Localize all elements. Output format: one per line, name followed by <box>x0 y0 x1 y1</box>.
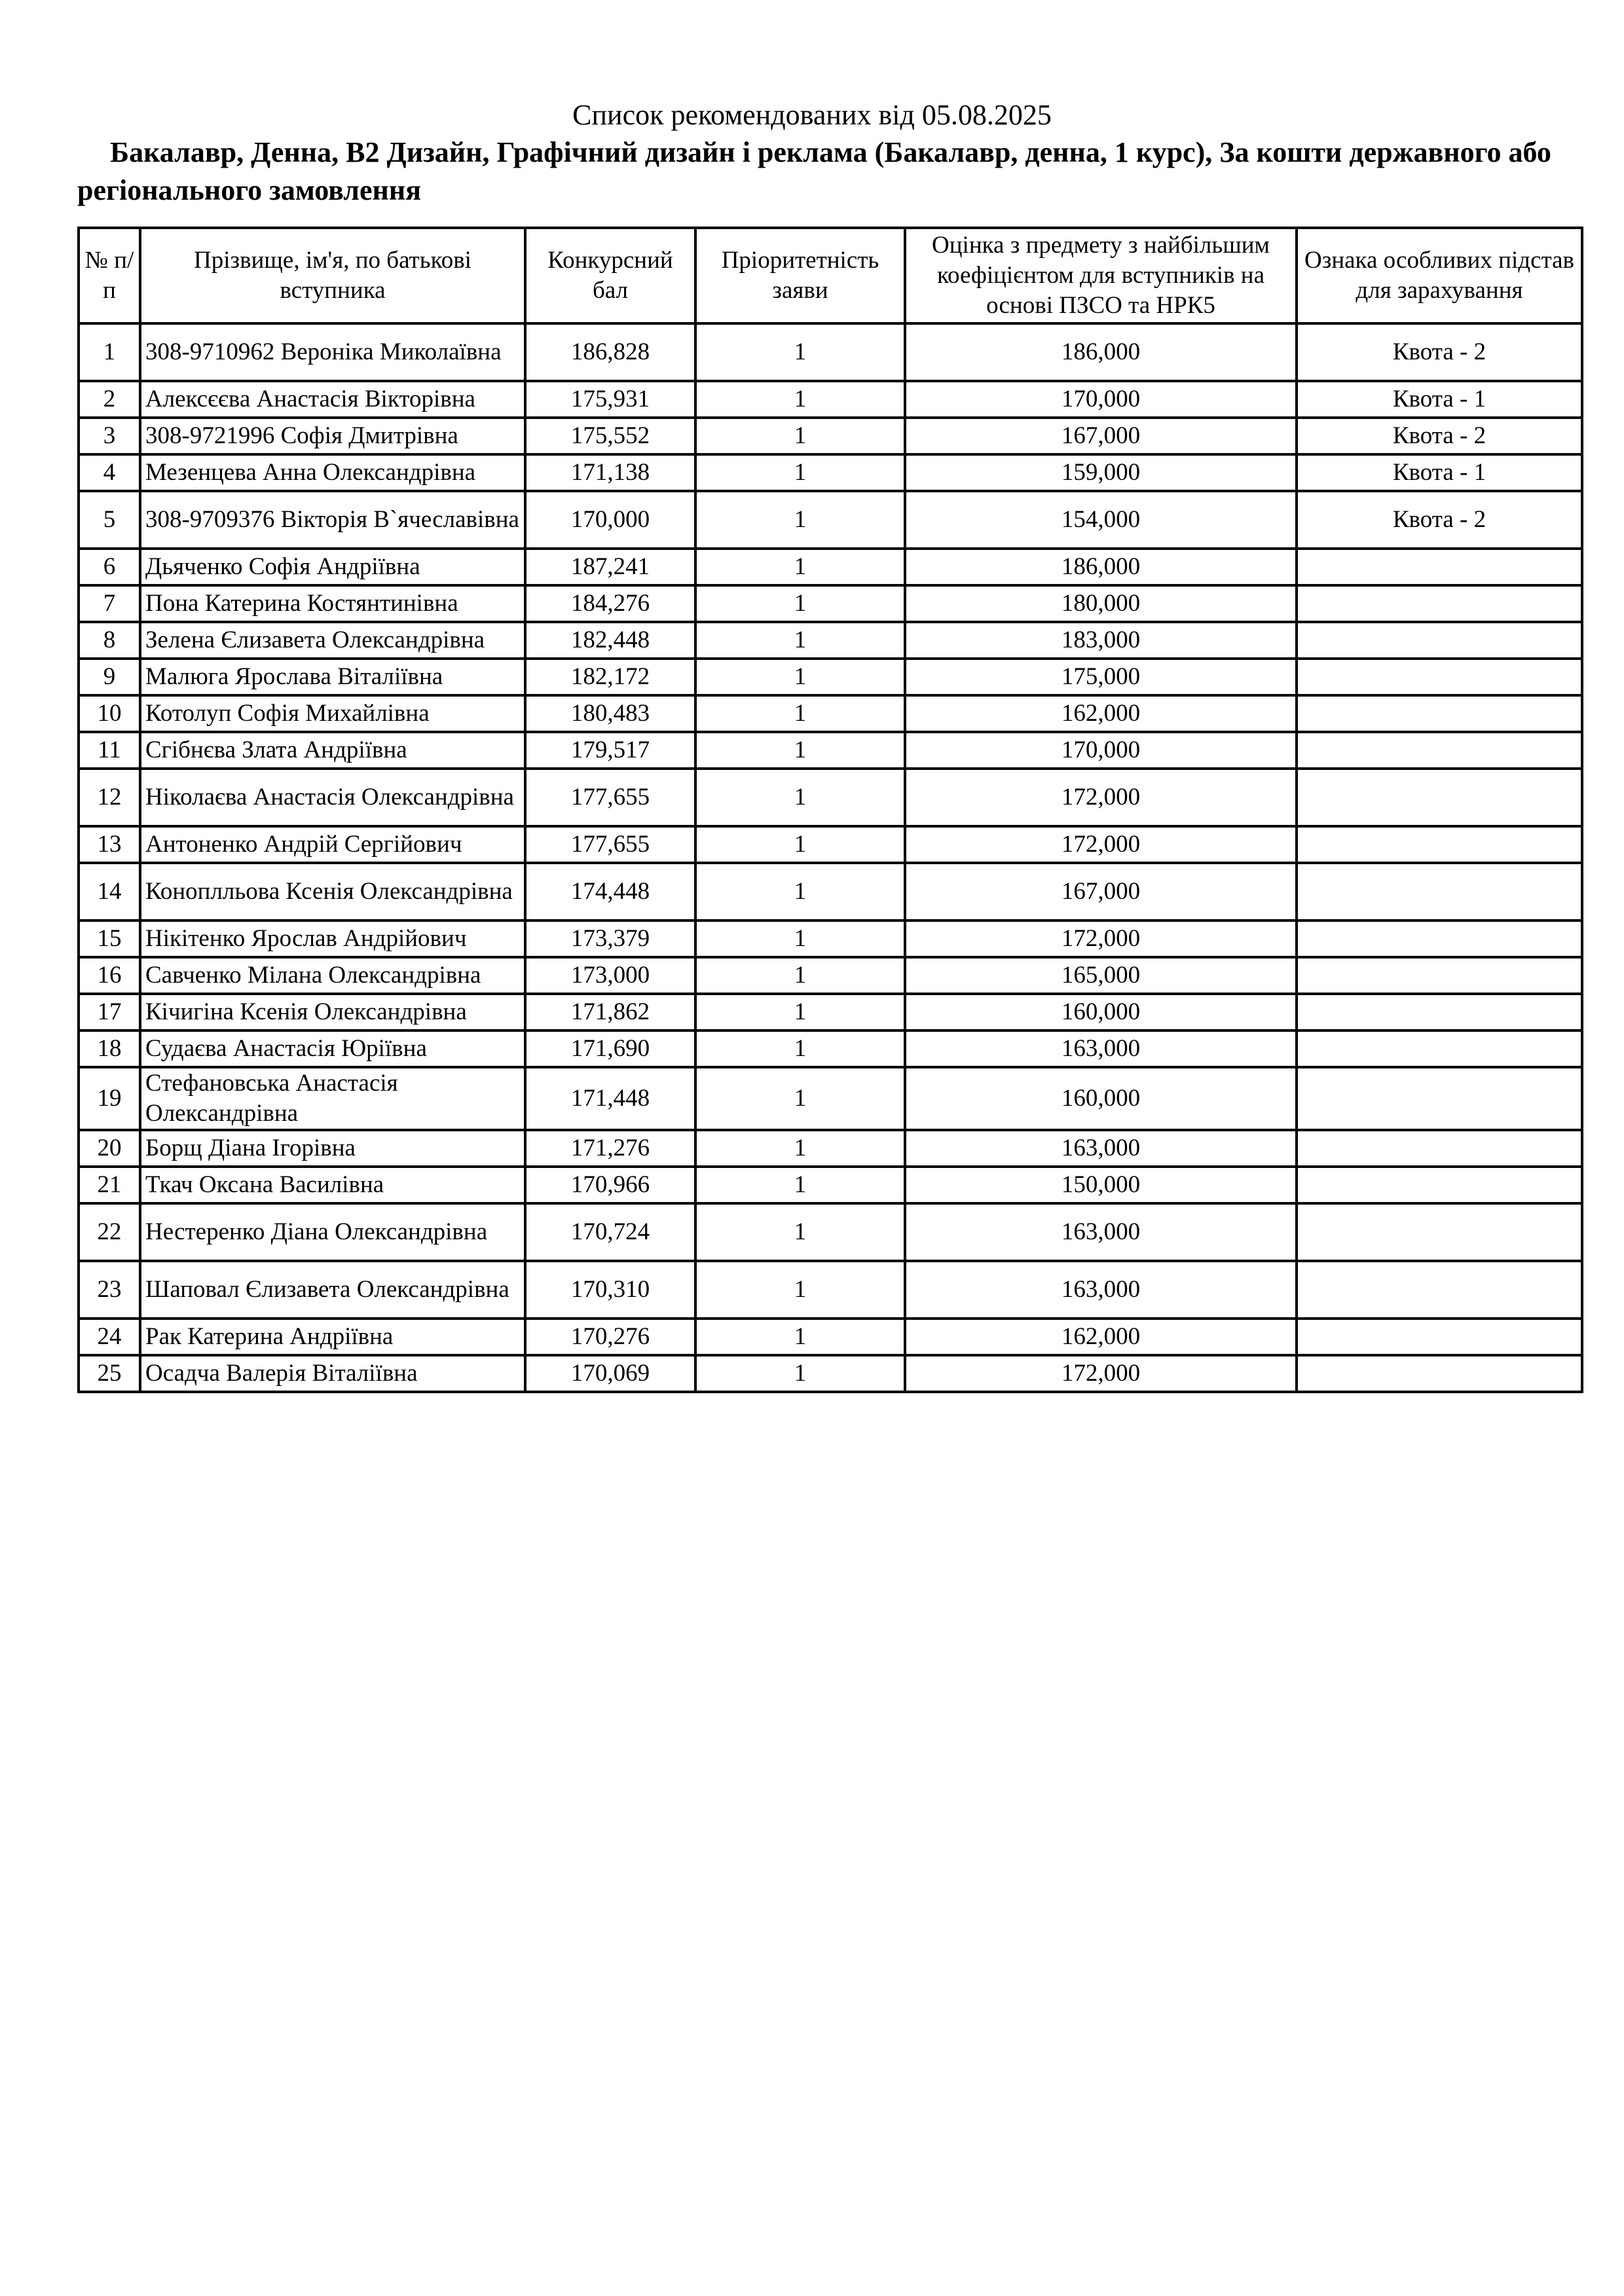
row-number: 3 <box>79 418 140 454</box>
table-row <box>79 1030 1582 1067</box>
row-number: 9 <box>79 659 140 695</box>
recommended-list-table <box>77 227 1583 1393</box>
row-number: 19 <box>79 1067 140 1130</box>
subject-score: 159,000 <box>905 454 1297 491</box>
special-grounds <box>1297 732 1582 769</box>
special-grounds <box>1297 1130 1582 1167</box>
application-priority: 1 <box>695 1203 905 1261</box>
special-grounds <box>1297 622 1582 659</box>
document-subtitle: Бакалавр, Денна, В2 Дизайн, Графічний дизайн і реклама (Бакалавр, денна, 1 курс), За кошти державного або регіонального замовлення <box>77 136 1551 206</box>
applicant-name: 308-9709376 Вікторія В`ячеславівна <box>140 491 525 549</box>
special-grounds <box>1297 1203 1582 1261</box>
application-priority: 1 <box>695 659 905 695</box>
row-number: 21 <box>79 1167 140 1203</box>
subject-score: 160,000 <box>905 1067 1297 1130</box>
row-number: 25 <box>79 1355 140 1392</box>
table-row <box>79 732 1582 769</box>
row-number: 24 <box>79 1319 140 1355</box>
header-competitive-score: Конкурсний бал <box>525 228 695 323</box>
header-full-name: Прізвище, ім'я, по батькові вступника <box>140 228 525 323</box>
row-number: 1 <box>79 323 140 381</box>
document-title: Список рекомендованих від 05.08.2025 <box>572 99 1052 131</box>
competitive-score: 174,448 <box>525 863 695 920</box>
table-row <box>79 1130 1582 1167</box>
row-number: 12 <box>79 769 140 826</box>
applicant-name: Зелена Єлизавета Олександрівна <box>140 622 525 659</box>
row-number: 7 <box>79 585 140 622</box>
subject-score: 162,000 <box>905 695 1297 732</box>
row-number: 4 <box>79 454 140 491</box>
row-number: 14 <box>79 863 140 920</box>
applicant-name: Коноплльова Ксенія Олександрівна <box>140 863 525 920</box>
competitive-score: 177,655 <box>525 769 695 826</box>
application-priority: 1 <box>695 1261 905 1319</box>
special-grounds: Квота - 2 <box>1297 418 1582 454</box>
subject-score: 180,000 <box>905 585 1297 622</box>
application-priority: 1 <box>695 695 905 732</box>
table-row <box>79 1319 1582 1355</box>
competitive-score: 182,172 <box>525 659 695 695</box>
competitive-score: 170,724 <box>525 1203 695 1261</box>
row-number: 17 <box>79 994 140 1030</box>
applicant-name: 308-9710962 Вероніка Миколаївна <box>140 323 525 381</box>
application-priority: 1 <box>695 1319 905 1355</box>
subject-score: 167,000 <box>905 418 1297 454</box>
table-header-row <box>79 228 1582 323</box>
competitive-score: 170,966 <box>525 1167 695 1203</box>
row-number: 5 <box>79 491 140 549</box>
special-grounds <box>1297 1030 1582 1067</box>
applicant-name: Рак Катерина Андріївна <box>140 1319 525 1355</box>
table-row <box>79 1261 1582 1319</box>
header-number: № п/п <box>79 228 140 323</box>
competitive-score: 182,448 <box>525 622 695 659</box>
special-grounds <box>1297 1067 1582 1130</box>
special-grounds <box>1297 957 1582 994</box>
competitive-score: 186,828 <box>525 323 695 381</box>
application-priority: 1 <box>695 622 905 659</box>
table-row <box>79 454 1582 491</box>
subject-score: 186,000 <box>905 549 1297 585</box>
table-row <box>79 381 1582 418</box>
table-row <box>79 659 1582 695</box>
applicant-name: Мезенцева Анна Олександрівна <box>140 454 525 491</box>
application-priority: 1 <box>695 549 905 585</box>
competitive-score: 179,517 <box>525 732 695 769</box>
special-grounds <box>1297 994 1582 1030</box>
special-grounds <box>1297 549 1582 585</box>
application-priority: 1 <box>695 454 905 491</box>
application-priority: 1 <box>695 323 905 381</box>
applicant-name: Кічигіна Ксенія Олександрівна <box>140 994 525 1030</box>
competitive-score: 175,931 <box>525 381 695 418</box>
application-priority: 1 <box>695 381 905 418</box>
subject-score: 167,000 <box>905 863 1297 920</box>
subject-score: 172,000 <box>905 769 1297 826</box>
competitive-score: 180,483 <box>525 695 695 732</box>
table-row <box>79 549 1582 585</box>
table-row <box>79 1203 1582 1261</box>
application-priority: 1 <box>695 826 905 863</box>
competitive-score: 170,310 <box>525 1261 695 1319</box>
competitive-score: 171,448 <box>525 1067 695 1130</box>
applicant-name: Шаповал Єлизавета Олександрівна <box>140 1261 525 1319</box>
subject-score: 172,000 <box>905 1355 1297 1392</box>
table-row <box>79 826 1582 863</box>
special-grounds: Квота - 2 <box>1297 491 1582 549</box>
applicant-name: Нікітенко Ярослав Андрійович <box>140 920 525 957</box>
table-row <box>79 418 1582 454</box>
competitive-score: 187,241 <box>525 549 695 585</box>
special-grounds <box>1297 826 1582 863</box>
table-row <box>79 1355 1582 1392</box>
subject-score: 175,000 <box>905 659 1297 695</box>
special-grounds <box>1297 863 1582 920</box>
subject-score: 165,000 <box>905 957 1297 994</box>
subject-score: 170,000 <box>905 732 1297 769</box>
table-row <box>79 323 1582 381</box>
competitive-score: 170,276 <box>525 1319 695 1355</box>
special-grounds <box>1297 695 1582 732</box>
application-priority: 1 <box>695 994 905 1030</box>
applicant-name: Малюга Ярослава Віталіївна <box>140 659 525 695</box>
application-priority: 1 <box>695 1130 905 1167</box>
applicant-name: Ткач Оксана Василівна <box>140 1167 525 1203</box>
row-number: 22 <box>79 1203 140 1261</box>
row-number: 10 <box>79 695 140 732</box>
applicant-name: Стефановська Анастасія Олександрівна <box>140 1067 525 1130</box>
applicant-name: Савченко Мілана Олександрівна <box>140 957 525 994</box>
competitive-score: 171,862 <box>525 994 695 1030</box>
subject-score: 163,000 <box>905 1130 1297 1167</box>
applicant-name: Котолуп Софія Михайлівна <box>140 695 525 732</box>
application-priority: 1 <box>695 585 905 622</box>
applicant-name: Осадча Валерія Віталіївна <box>140 1355 525 1392</box>
subject-score: 150,000 <box>905 1167 1297 1203</box>
table-row <box>79 957 1582 994</box>
subject-score: 170,000 <box>905 381 1297 418</box>
application-priority: 1 <box>695 1167 905 1203</box>
competitive-score: 173,000 <box>525 957 695 994</box>
row-number: 23 <box>79 1261 140 1319</box>
table-row <box>79 863 1582 920</box>
competitive-score: 173,379 <box>525 920 695 957</box>
applicant-name: 308-9721996 Софія Дмитрівна <box>140 418 525 454</box>
special-grounds <box>1297 1167 1582 1203</box>
competitive-score: 171,690 <box>525 1030 695 1067</box>
application-priority: 1 <box>695 957 905 994</box>
row-number: 13 <box>79 826 140 863</box>
special-grounds: Квота - 1 <box>1297 454 1582 491</box>
header-special-grounds: Ознака особливих підстав для зарахування <box>1297 228 1582 323</box>
row-number: 2 <box>79 381 140 418</box>
application-priority: 1 <box>695 1067 905 1130</box>
row-number: 11 <box>79 732 140 769</box>
competitive-score: 171,276 <box>525 1130 695 1167</box>
subject-score: 163,000 <box>905 1203 1297 1261</box>
table-row <box>79 769 1582 826</box>
applicant-name: Борщ Діана Ігорівна <box>140 1130 525 1167</box>
special-grounds <box>1297 769 1582 826</box>
table-row <box>79 695 1582 732</box>
competitive-score: 184,276 <box>525 585 695 622</box>
subject-score: 186,000 <box>905 323 1297 381</box>
table-row <box>79 994 1582 1030</box>
application-priority: 1 <box>695 920 905 957</box>
application-priority: 1 <box>695 1355 905 1392</box>
competitive-score: 170,000 <box>525 491 695 549</box>
application-priority: 1 <box>695 1030 905 1067</box>
competitive-score: 170,069 <box>525 1355 695 1392</box>
table-row <box>79 1167 1582 1203</box>
competitive-score: 171,138 <box>525 454 695 491</box>
subject-score: 172,000 <box>905 826 1297 863</box>
application-priority: 1 <box>695 418 905 454</box>
subject-score: 160,000 <box>905 994 1297 1030</box>
special-grounds <box>1297 1319 1582 1355</box>
applicant-name: Ніколаєва Анастасія Олександрівна <box>140 769 525 826</box>
table-row <box>79 622 1582 659</box>
table-body <box>79 323 1582 1392</box>
special-grounds: Квота - 2 <box>1297 323 1582 381</box>
applicant-name: Антоненко Андрій Сергійович <box>140 826 525 863</box>
row-number: 16 <box>79 957 140 994</box>
table-row <box>79 585 1582 622</box>
applicant-name: Нестеренко Діана Олександрівна <box>140 1203 525 1261</box>
applicant-name: Дьяченко Софія Андріївна <box>140 549 525 585</box>
subject-score: 162,000 <box>905 1319 1297 1355</box>
application-priority: 1 <box>695 732 905 769</box>
row-number: 8 <box>79 622 140 659</box>
subject-score: 172,000 <box>905 920 1297 957</box>
special-grounds: Квота - 1 <box>1297 381 1582 418</box>
application-priority: 1 <box>695 863 905 920</box>
row-number: 18 <box>79 1030 140 1067</box>
special-grounds <box>1297 659 1582 695</box>
row-number: 6 <box>79 549 140 585</box>
subject-score: 163,000 <box>905 1261 1297 1319</box>
table-row <box>79 920 1582 957</box>
competitive-score: 175,552 <box>525 418 695 454</box>
application-priority: 1 <box>695 491 905 549</box>
header-application-priority: Пріоритетність заяви <box>695 228 905 323</box>
subject-score: 183,000 <box>905 622 1297 659</box>
subject-score: 163,000 <box>905 1030 1297 1067</box>
row-number: 20 <box>79 1130 140 1167</box>
competitive-score: 177,655 <box>525 826 695 863</box>
table-row <box>79 1067 1582 1130</box>
special-grounds <box>1297 920 1582 957</box>
table-row <box>79 491 1582 549</box>
applicant-name: Алексєєва Анастасія Вікторівна <box>140 381 525 418</box>
special-grounds <box>1297 1355 1582 1392</box>
applicant-name: Пона Катерина Костянтинівна <box>140 585 525 622</box>
applicant-name: Судаєва Анастасія Юріївна <box>140 1030 525 1067</box>
special-grounds <box>1297 1261 1582 1319</box>
header-subject-score: Оцінка з предмету з найбільшим коефіцієнтом для вступників на основі ПЗСО та НРК5 <box>905 228 1297 323</box>
applicant-name: Сгібнєва Злата Андріївна <box>140 732 525 769</box>
subject-score: 154,000 <box>905 491 1297 549</box>
row-number: 15 <box>79 920 140 957</box>
special-grounds <box>1297 585 1582 622</box>
application-priority: 1 <box>695 769 905 826</box>
